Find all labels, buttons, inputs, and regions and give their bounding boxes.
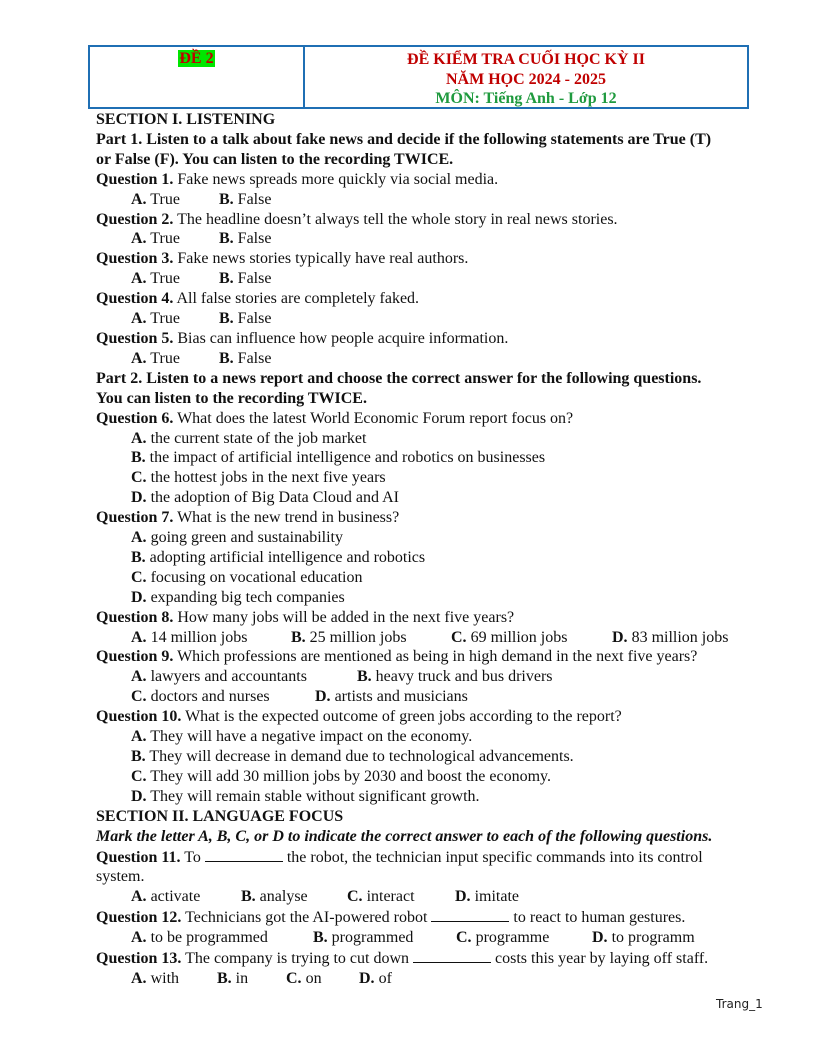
options-row [96,309,776,329]
question-text: Fake news spreads more quickly via social media. [177,170,499,188]
option-b[interactable]: B. in [217,969,249,987]
question: Question 4. All false stories are completely faked. [96,290,420,308]
option-d[interactable]: D. They will remain stable without significant growth. [131,787,480,805]
answer-blank [205,847,283,862]
option-d[interactable]: D. of [359,969,392,987]
exam-header-box [88,45,749,109]
subject-grade: MÔN: Tiếng Anh - Lớp 12 [435,90,617,107]
option-a[interactable]: A. the current state of the job market [131,429,367,447]
option-a[interactable]: A. They will have a negative impact on the economy. [131,728,473,746]
option-d[interactable]: D. to programm [592,929,695,947]
question: Question 6. What does the latest World Economic Forum report focus on? [96,409,574,427]
option-a[interactable]: A. activate [131,888,201,906]
option-d[interactable]: D. imitate [455,888,519,906]
option-a[interactable]: A. True [131,230,180,248]
option-a[interactable]: A. with [131,969,180,987]
option-a[interactable]: A. going green and sustainability [131,529,343,547]
question: Question 9. Which professions are mentioned as being in high demand in the next five years? [96,648,698,666]
options-row [96,969,776,989]
question [96,170,776,190]
exam-content [96,110,776,989]
option-c[interactable]: C. programme [456,929,550,947]
option-b[interactable]: B. heavy truck and bus drivers [357,668,553,686]
option-d[interactable]: D. the adoption of Big Data Cloud and AI [131,489,399,507]
option-c[interactable]: C. interact [347,888,415,906]
options-row [96,229,776,249]
options-row [96,269,776,289]
school-year: NĂM HỌC 2024 - 2025 [446,70,606,88]
question: Question 2. The headline doesn’t always tell the whole story in real news stories. [96,210,618,228]
option-d[interactable]: D. artists and musicians [315,688,468,706]
part-instruction: You can listen to the recording TWICE. [96,389,367,407]
exam-code-badge: ĐỀ 2 [179,50,214,67]
option-a[interactable]: A. True [131,310,180,328]
part-instruction: Part 2. Listen to a news report and choose the correct answer for the following questions. [96,369,702,387]
answer-blank [431,907,509,922]
option-b[interactable]: B. programmed [313,929,414,947]
option-a[interactable]: A. lawyers and accountants [131,668,307,686]
option-a[interactable]: A. True [131,190,180,208]
option-c[interactable]: C. doctors and nurses [131,688,270,706]
section-instruction: Mark the letter A, B, C, or D to indicate the correct answer to each of the following questions. [96,827,713,845]
options-row [96,349,776,369]
exam-code-cell [90,47,305,107]
section-title: SECTION I. LISTENING [96,111,276,128]
question: Question 5. Bias can influence how people acquire information. [96,329,509,347]
question: Question 10. What is the expected outcome of green jobs according to the report? [96,708,622,726]
part-instruction: or False (F). You can listen to the recording TWICE. [96,150,454,168]
question: Question 12. Technicians got the AI-powered robot to react to human gestures. [96,909,686,927]
question: Question 8. How many jobs will be added in the next five years? [96,608,515,626]
part-instruction: Part 1. Listen to a talk about fake news and decide if the following statements are True (T) [96,130,712,148]
question-label: Question 1. [96,170,174,188]
option-b[interactable]: B. analyse [241,888,308,906]
option-b[interactable]: B. False [219,349,272,367]
question: Question 11. To the robot, the technician input specific commands into its control [96,848,703,866]
exam-title-cell [305,47,747,107]
option-a[interactable]: A. True [131,270,180,288]
option-c[interactable]: C. They will add 30 million jobs by 2030 and boost the economy. [131,767,551,785]
question: Question 7. What is the new trend in business? [96,509,400,527]
options-row [96,928,776,948]
option-c[interactable]: C. the hottest jobs in the next five years [131,469,386,487]
option-c[interactable]: C. focusing on vocational education [131,568,363,586]
option-d[interactable]: D. 83 million jobs [612,628,729,646]
question: Question 13. The company is trying to cut down costs this year by laying off staff. [96,950,709,968]
option-a[interactable]: A. to be programmed [131,929,268,947]
option-b[interactable]: B. They will decrease in demand due to technological advancements. [131,748,574,765]
options-row [96,887,776,907]
answer-blank [413,948,491,963]
option-b[interactable]: B. the impact of artificial intelligence and robotics on businesses [131,449,546,467]
question-continuation: system. [96,868,145,886]
exam-title: ĐỀ KIỂM TRA CUỐI HỌC KỲ II [407,51,645,68]
options-row [96,628,776,648]
section-title: SECTION II. LANGUAGE FOCUS [96,807,344,825]
options-row [96,190,776,210]
option-b[interactable]: B. False [219,310,272,328]
option-c[interactable]: C. 69 million jobs [451,628,568,646]
option-b[interactable]: B. 25 million jobs [291,628,407,646]
option-c[interactable]: C. on [286,969,322,987]
option-b[interactable]: B. False [219,230,272,248]
option-b[interactable]: B. False [219,270,272,288]
option-a[interactable]: A. True [131,349,180,367]
option-b[interactable]: B. adopting artificial intelligence and robotics [131,548,426,566]
option-d[interactable]: D. expanding big tech companies [131,588,345,606]
option-b[interactable]: B. False [219,190,272,208]
option-a[interactable]: A. 14 million jobs [131,628,248,646]
options-row [96,667,776,687]
page-number: Trang_1 [716,997,763,1011]
options-row [96,687,776,707]
question: Question 3. Fake news stories typically have real authors. [96,250,469,268]
